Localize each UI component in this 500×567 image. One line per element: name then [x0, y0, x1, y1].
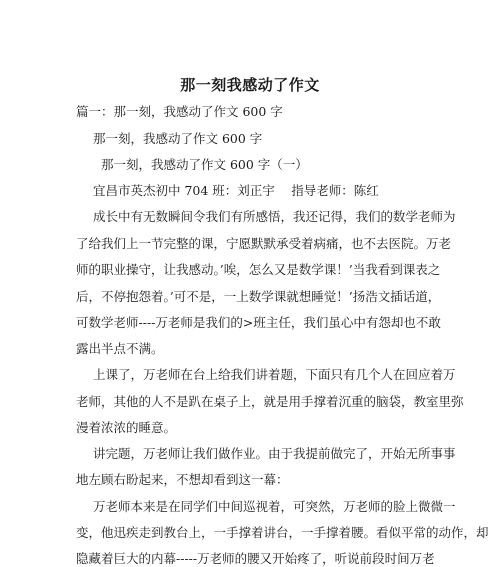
subtitle-part: 那一刻，我感动了作文 600 字（一）	[101, 157, 308, 172]
paragraph-line: 变，他迅疾走到教台上，一手撑着讲台，一手撑着腰。看似平常的动作，却	[76, 525, 489, 540]
author-line: 宜昌市英杰初中 704 班：刘正宇 指导老师：陈红	[93, 183, 379, 198]
document-title: 那一刻我感动了作文	[180, 76, 320, 94]
paragraph-line: 可数学老师----万老师是我们的>班主任，我们虽心中有怨却也不敢	[76, 315, 441, 330]
paragraph-line: 老师，其他的人不是趴在桌子上，就是用手撑着沉重的脑袋，教室里弥	[76, 394, 464, 409]
paragraph-line: 后，不停抱怨着。’可不是，一上数学课就想睡觉！’扬浩文插话道，	[76, 289, 441, 304]
paragraph-line: 隐藏着巨大的内幕-----万老师的腰又开始疼了，听说前段时间万老	[76, 551, 435, 566]
paragraph-line: 成长中有无数瞬间令我们有所感悟，我还记得，我们的数学老师为	[93, 209, 456, 224]
section-heading: 篇一：那一刻，我感动了作文 600 字	[76, 104, 283, 119]
paragraph-line: 师的职业操守，让我感动。’唉，怎么又是数学课！’当我看到课表之	[76, 262, 441, 277]
paragraph-line: 讲完题，万老师让我们做作业。由于我提前做完了，开始无所事事	[93, 446, 456, 461]
paragraph-line: 上课了，万老师在台上给我们讲着题，下面只有几个人在回应着万	[93, 367, 456, 382]
paragraph-line: 万老师本来是在同学们中间巡视着，可突然，万老师的脸上微微一	[93, 499, 456, 514]
subtitle: 那一刻，我感动了作文 600 字	[93, 131, 263, 146]
paragraph-line: 了给我们上一节完整的课，宁愿默默承受着病痛，也不去医院。万老	[76, 236, 452, 251]
paragraph-line: 露出半点不满。	[76, 341, 164, 356]
paragraph-line: 地左顾右盼起来，不想却看到这一幕：	[76, 472, 289, 487]
paragraph-line: 漫着浓浓的睡意。	[76, 420, 177, 435]
